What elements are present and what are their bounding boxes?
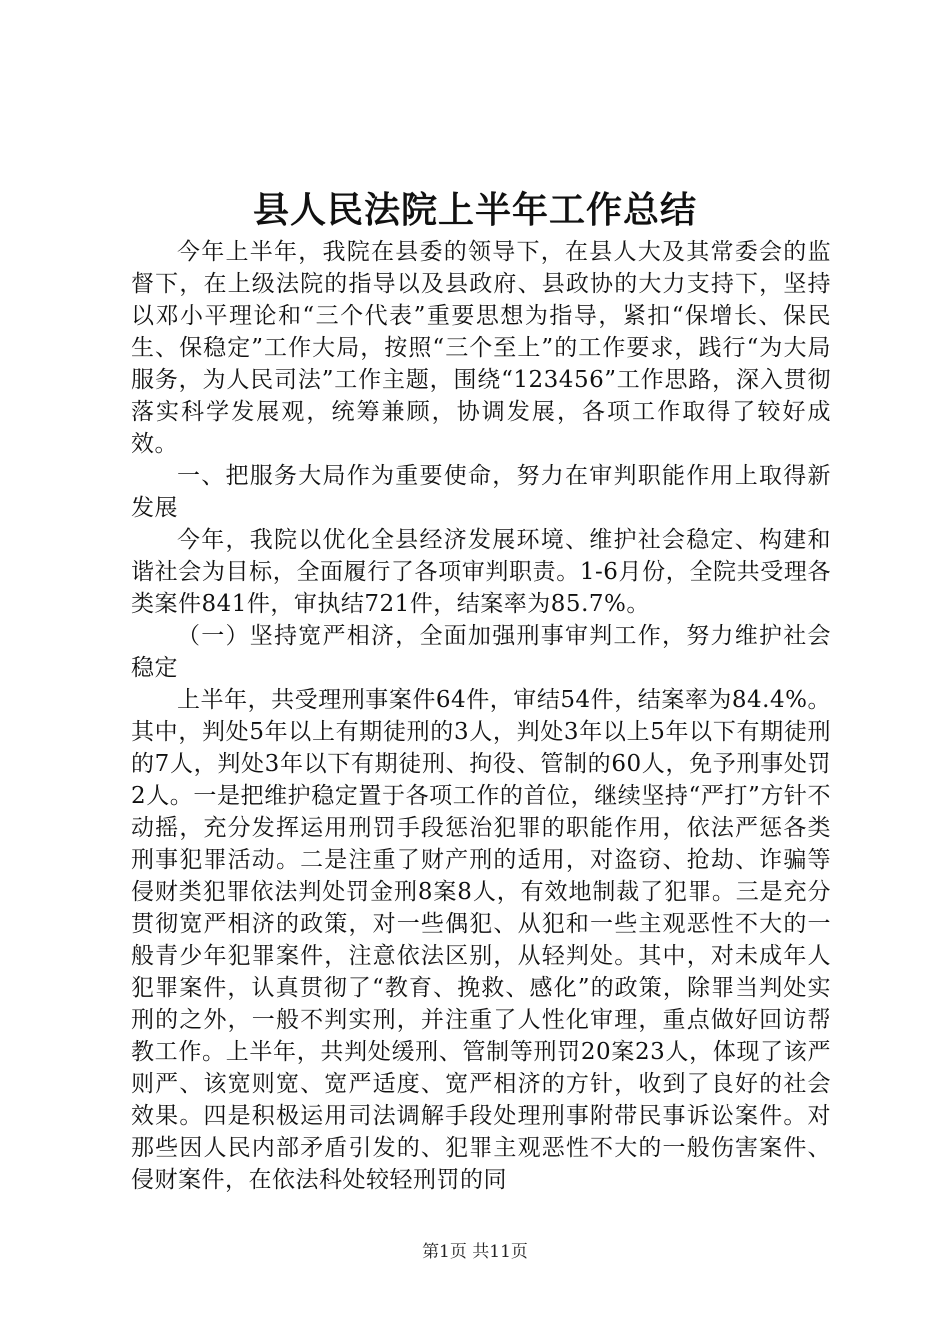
paragraph-intro: 今年上半年，我院在县委的领导下，在县人大及其常委会的监督下，在上级法院的指导以及县政府、县政协的大力支持下，坚持以邓小平理论和“三个代表”重要思想为指导，紧扣“保增长、保民生、保稳定”工作大局，按照“三个至上”的工作要求，践行“为大局服务，为人民司法”工作主题，围绕“123456”工作思路，深入贯彻落实科学发展观，统筹兼顾，协调发展，各项工作取得了较好成效。 [131,239,831,457]
paragraph-criminal-trial: 上半年，共受理刑事案件64件，审结54件，结案率为84.4%。其中，判处5年以上有期徒刑的3人，判处3年以上5年以下有期徒刑的7人，判处3年以下有期徒刑、拘役、管制的60人，免予刑事处罚2人。一是把维护稳定置于各项工作的首位，继续坚持“严打”方针不动摇，充分发挥运用刑罚手段惩治犯罪的职能作用，依法严惩各类刑事犯罪活动。二是注重了财产刑的适用，对盗窃、抢劫、诈骗等侵财类犯罪依法判处罚金刑8案8人，有效地制裁了犯罪。三是充分贯彻宽严相济的政策，对一些偶犯、从犯和一些主观恶性不大的一般青少年犯罪案件，注意依法区别，从轻判处。其中，对未成年人犯罪案件，认真贯彻了“教育、挽救、感化”的政策，除罪当判处实刑的之外，一般不判实刑，并注重了人性化审理，重点做好回访帮教工作。上半年，共判处缓刑、管制等刑罚20案23人，体现了该严则严、该宽则宽、宽严适度、宽严相济的方针，收到了良好的社会效果。四是积极运用司法调解手段处理刑事附带民事诉讼案件。对那些因人民内部矛盾引发的、犯罪主观恶性不大的一般伤害案件、侵财案件，在依法科处较轻刑罚的同 [131,687,831,1193]
subsection-heading-1: （一）坚持宽严相济，全面加强刑事审判工作，努力维护社会稳定 [131,623,831,681]
page-number-footer: 第1页 共11页 [422,1242,528,1262]
document-body [131,236,831,1196]
section-heading-1: 一、把服务大局作为重要使命，努力在审判职能作用上取得新发展 [131,463,831,521]
paragraph-summary: 今年，我院以优化全县经济发展环境、维护社会稳定、构建和谐社会为目标，全面履行了各项审判职责。1-6月份，全院共受理各类案件841件，审执结721件，结案率为85.7%。 [131,527,831,617]
document-title: 县人民法院上半年工作总结 [252,189,697,231]
